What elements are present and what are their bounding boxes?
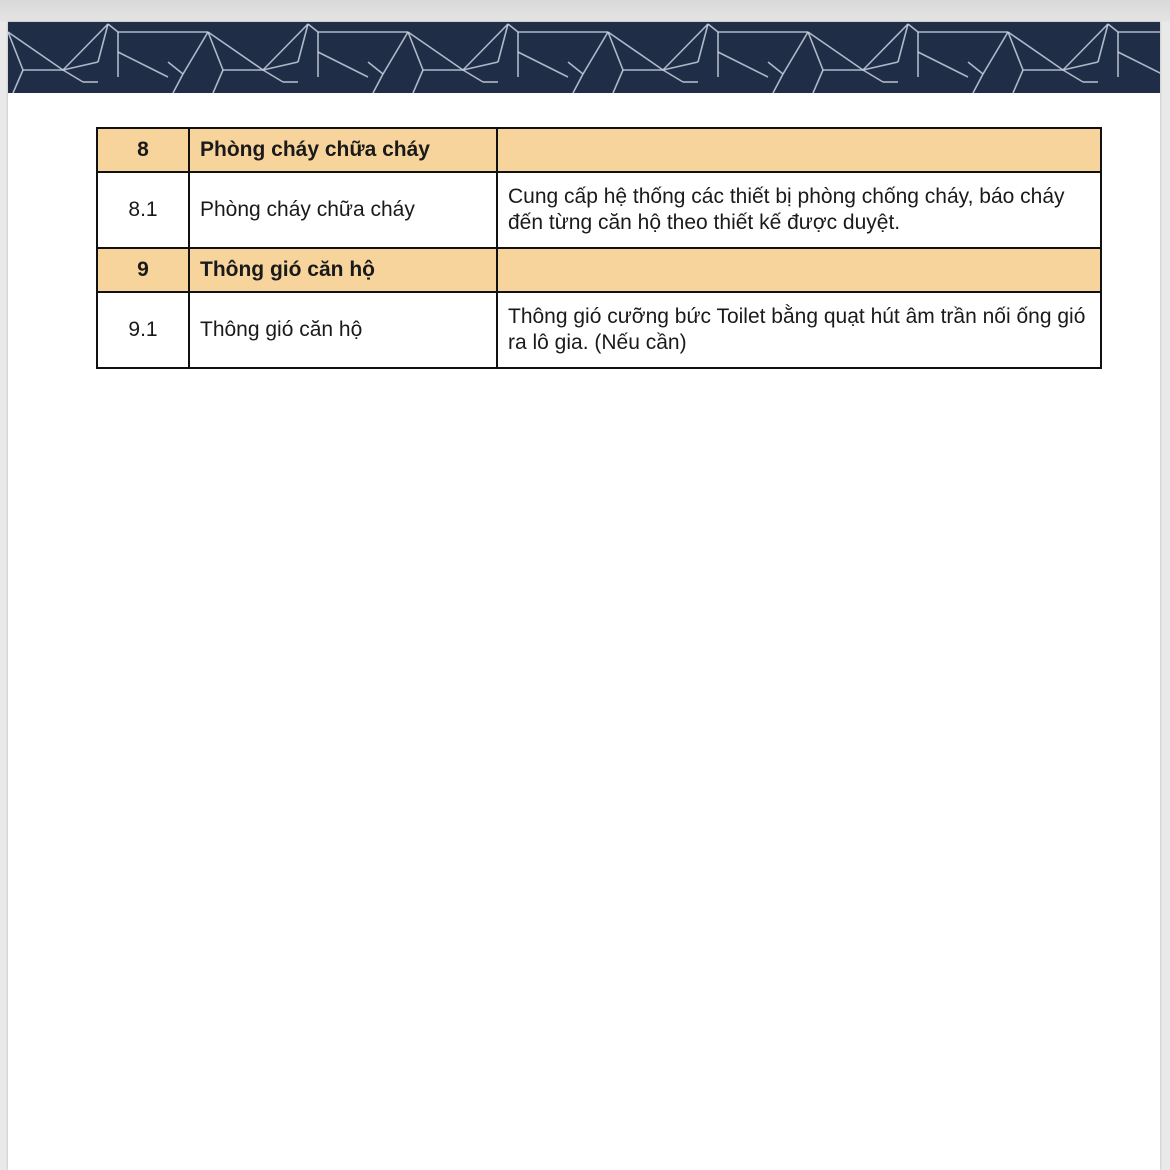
item-number: 8.1 bbox=[97, 172, 189, 248]
specification-table bbox=[96, 127, 1102, 369]
pattern-line bbox=[863, 62, 898, 70]
pattern-line bbox=[118, 52, 168, 77]
section-number: 9 bbox=[97, 248, 189, 292]
section-number: 8 bbox=[97, 128, 189, 172]
pattern-line bbox=[863, 70, 883, 82]
pattern-line bbox=[708, 24, 718, 32]
pattern-line bbox=[108, 24, 118, 32]
pattern-line bbox=[173, 74, 183, 93]
pattern-line bbox=[908, 24, 918, 32]
pattern-line bbox=[368, 62, 383, 74]
pattern-line bbox=[63, 70, 83, 82]
pattern-line bbox=[1013, 70, 1023, 93]
item-name: Phòng cháy chữa cháy bbox=[189, 172, 497, 248]
item-number: 9.1 bbox=[97, 292, 189, 368]
section-row-fire-protection bbox=[97, 128, 1101, 172]
pattern-line bbox=[318, 52, 368, 77]
pattern-line bbox=[783, 32, 808, 74]
viewer-top-strip bbox=[0, 0, 1170, 22]
pattern-line bbox=[1108, 24, 1118, 32]
pattern-line bbox=[918, 52, 968, 77]
pattern-line bbox=[168, 62, 183, 74]
pattern-line bbox=[383, 32, 408, 74]
section-title: Thông gió căn hộ bbox=[189, 248, 497, 292]
pattern-line bbox=[573, 74, 583, 93]
pattern-line bbox=[983, 32, 1008, 74]
pattern-line bbox=[968, 62, 983, 74]
pattern-line bbox=[463, 70, 483, 82]
item-row-ventilation bbox=[97, 292, 1101, 368]
pattern-line bbox=[973, 74, 983, 93]
section-title: Phòng cháy chữa cháy bbox=[189, 128, 497, 172]
pattern-line bbox=[813, 70, 823, 93]
pattern-line bbox=[518, 52, 568, 77]
pattern-line bbox=[1063, 62, 1098, 70]
page-header-banner bbox=[8, 22, 1160, 93]
section-description bbox=[497, 128, 1101, 172]
pattern-line bbox=[183, 32, 208, 74]
item-description: Cung cấp hệ thống các thiết bị phòng chống cháy, báo cháy đến từng căn hộ theo thiết kế được duyệt. bbox=[497, 172, 1101, 248]
pattern-line bbox=[413, 70, 423, 93]
section-row-ventilation bbox=[97, 248, 1101, 292]
pattern-line bbox=[263, 70, 283, 82]
item-description: Thông gió cưỡng bức Toilet bằng quạt hút âm trần nối ống gió ra lô gia. (Nếu cần) bbox=[497, 292, 1101, 368]
pattern-line bbox=[1118, 52, 1160, 77]
pattern-line bbox=[263, 62, 298, 70]
pattern-line bbox=[63, 62, 98, 70]
pattern-line bbox=[463, 62, 498, 70]
pattern-line bbox=[308, 24, 318, 32]
pattern-line bbox=[773, 74, 783, 93]
pattern-line bbox=[13, 70, 23, 93]
pattern-line bbox=[583, 32, 608, 74]
pattern-line bbox=[768, 62, 783, 74]
pattern-line bbox=[663, 62, 698, 70]
pattern-line bbox=[508, 24, 518, 32]
item-row-fire-protection bbox=[97, 172, 1101, 248]
pattern-line bbox=[663, 70, 683, 82]
document-page bbox=[8, 22, 1160, 1170]
pattern-line bbox=[373, 74, 383, 93]
pattern-line bbox=[613, 70, 623, 93]
pattern-line bbox=[718, 52, 768, 77]
section-description bbox=[497, 248, 1101, 292]
geometric-pattern-decoration bbox=[8, 22, 1160, 93]
pattern-line bbox=[1063, 70, 1083, 82]
pattern-line bbox=[568, 62, 583, 74]
item-name: Thông gió căn hộ bbox=[189, 292, 497, 368]
pattern-line bbox=[213, 70, 223, 93]
